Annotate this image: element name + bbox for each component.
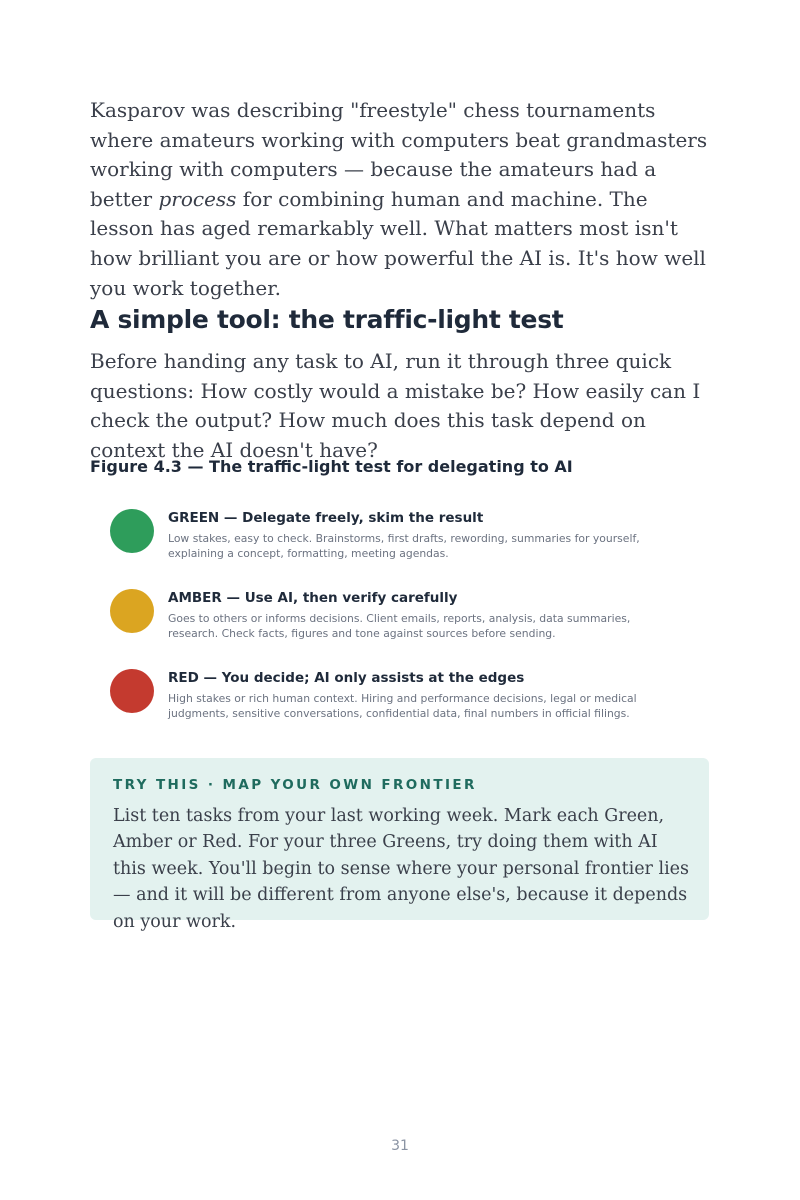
section-heading: A simple tool: the traffic-light test: [90, 305, 564, 334]
section-paragraph: Before handing any task to AI, run it through three quick questions: How costly would a mistake be? How easily can I check the output? How much does this task depend on context the AI doesn't have?: [90, 349, 701, 462]
amber-light-description: Goes to others or informs decisions. Client emails, reports, analysis, data summaries, research. Check facts, figures and tone against sources before sending.: [168, 612, 631, 640]
amber-light-icon: [110, 589, 154, 633]
red-light-description: High stakes or rich human context. Hiring and performance decisions, legal or medical judgments, sensitive conversations, confidential data, final numbers in official filings.: [168, 692, 637, 720]
figure-caption: Figure 4.3 — The traffic-light test for delegating to AI: [90, 457, 573, 476]
green-light-title: GREEN — Delegate freely, skim the result: [168, 510, 484, 526]
intro-text-start: Kasparov was describing "freestyle" chess tournaments where amateurs working with computers beat grandmasters working with computers — because the amateurs had a better: [90, 98, 708, 211]
red-light-title: RED — You decide; AI only assists at the edges: [168, 670, 525, 686]
try-this-callout: [90, 758, 709, 932]
page-number: 31: [391, 1138, 409, 1154]
red-light-icon: [110, 669, 154, 713]
traffic-light-red-row: [110, 669, 670, 729]
intro-emphasis: process: [158, 186, 237, 211]
try-this-text: List ten tasks from your last working week. Mark each Green, Amber or Red. For your three Greens, try doing them with AI this week. You'll begin to sense where your personal frontier lies — and it will be different from anyone else's, because it depends on your work.: [113, 806, 690, 932]
green-light-description: Low stakes, easy to check. Brainstorms, first drafts, rewording, summaries for yourself, explaining a concept, formatting, meeting agendas.: [168, 532, 640, 560]
traffic-light-green-row: [110, 509, 670, 569]
intro-paragraph: [90, 96, 710, 303]
green-light-icon: [110, 509, 154, 553]
try-this-heading: TRY THIS · MAP YOUR OWN FRONTIER: [113, 777, 477, 793]
traffic-light-amber-row: [110, 589, 670, 649]
amber-light-title: AMBER — Use AI, then verify carefully: [168, 590, 458, 606]
intro-text-end: for combining human and machine. The lesson has aged remarkably well. What matters most isn't how brilliant you are or how powerful the AI is. It's how well you work together.: [90, 186, 706, 300]
